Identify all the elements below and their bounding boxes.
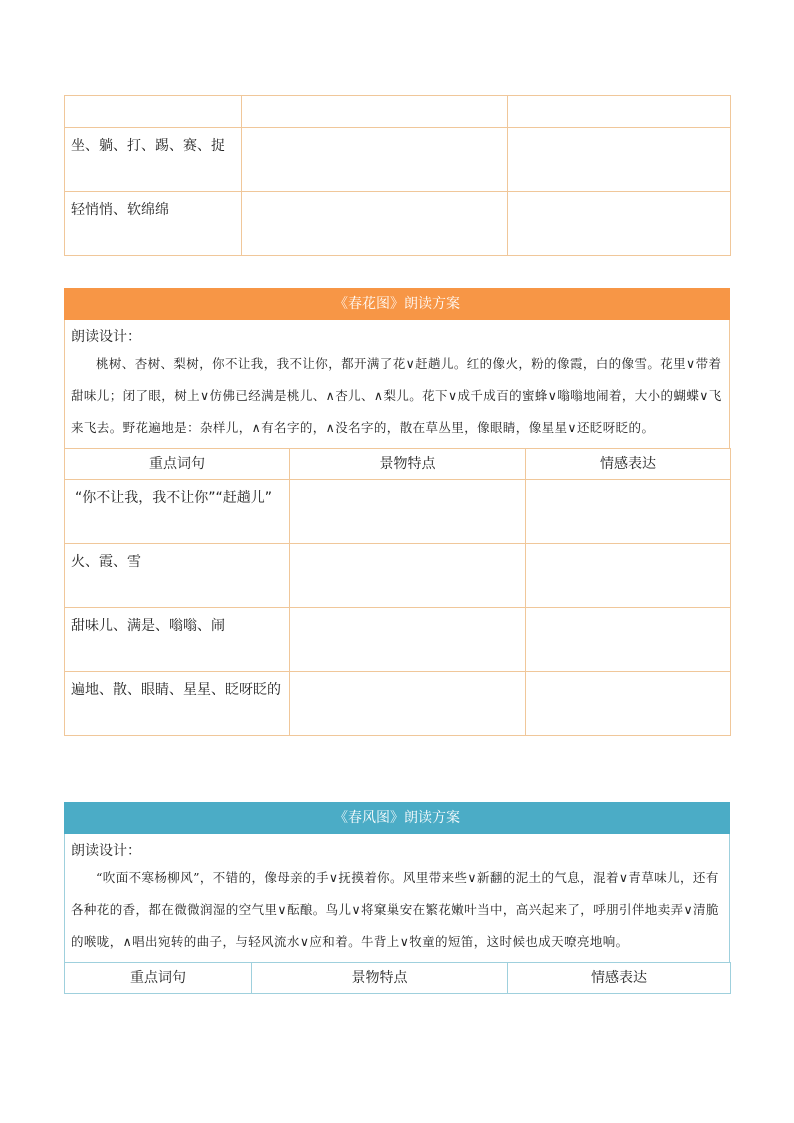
emotion-cell — [508, 96, 731, 128]
emotion-cell — [526, 480, 731, 544]
feature-cell — [290, 544, 526, 608]
table-row — [65, 608, 731, 672]
top-table — [64, 95, 731, 256]
emotion-cell — [526, 544, 731, 608]
emotion-cell — [508, 128, 731, 192]
word-cell: 轻悄悄、软绵绵 — [65, 192, 242, 256]
feature-cell — [242, 192, 508, 256]
analysis-table — [64, 962, 731, 994]
table-header-row — [65, 449, 731, 480]
table-row — [65, 480, 731, 544]
table-row — [65, 128, 731, 192]
section-title-banner: 《春花图》朗读方案 — [64, 288, 730, 320]
section-spring-wind — [64, 802, 730, 994]
word-cell: 遍地、散、眼睛、星星、眨呀眨的 — [65, 672, 290, 736]
table-row — [65, 96, 731, 128]
word-cell: 甜味儿、满是、嗡嗡、闹 — [65, 608, 290, 672]
top-table-block — [64, 95, 730, 256]
design-label: 朗读设计： — [71, 329, 141, 345]
feature-cell — [290, 480, 526, 544]
header-emotion: 情感表达 — [526, 449, 731, 480]
table-row — [65, 672, 731, 736]
emotion-cell — [508, 192, 731, 256]
header-scene-feature: 景物特点 — [252, 963, 508, 994]
header-scene-feature: 景物特点 — [290, 449, 526, 480]
emotion-cell — [526, 608, 731, 672]
header-emotion: 情感表达 — [508, 963, 731, 994]
table-header-row — [65, 963, 731, 994]
reading-paragraph: 桃树、杏树、梨树，你不让我，我不让你，都开满了花∨赶趟儿。红的像火，粉的像霞，白的像雪。花里∨带着甜味儿；闭了眼，树上∨仿佛已经满是桃儿、∧杏儿、∧梨儿。花下∨成千成百的蜜蜂∨嗡嗡地闹着，大小的蝴蝶∨飞来飞去。野花遍地是：杂样儿，∧有名字的，∧没名字的，散在草丛里，像眼睛，像星星∨还眨呀眨的。 — [71, 356, 722, 435]
word-cell: 火、霞、雪 — [65, 544, 290, 608]
word-cell — [65, 96, 242, 128]
word-cell: 坐、躺、打、踢、赛、捉 — [65, 128, 242, 192]
word-cell: “你不让我，我不让你”“赶趟儿” — [65, 480, 290, 544]
header-key-words: 重点词句 — [65, 963, 252, 994]
design-label: 朗读设计： — [71, 843, 141, 859]
reading-design-box — [64, 320, 730, 448]
section-spring-flowers — [64, 288, 730, 736]
reading-design-box — [64, 834, 730, 962]
feature-cell — [290, 608, 526, 672]
reading-paragraph: “吹面不寒杨柳风”，不错的，像母亲的手∨抚摸着你。风里带来些∨新翻的泥土的气息，混着∨青草味儿，还有各种花的香，都在微微润湿的空气里∨酝酿。鸟儿∨将窠巢安在繁花嫩叶当中，高兴起来了，呼朋引伴地卖弄∨清脆的喉咙，∧唱出宛转的曲子，与轻风流水∨应和着。牛背上∨牧童的短笛，这时候也成天嘹亮地响。 — [71, 870, 719, 949]
header-key-words: 重点词句 — [65, 449, 290, 480]
feature-cell — [242, 128, 508, 192]
table-row — [65, 544, 731, 608]
feature-cell — [290, 672, 526, 736]
emotion-cell — [526, 672, 731, 736]
feature-cell — [242, 96, 508, 128]
analysis-table — [64, 448, 731, 736]
table-row — [65, 192, 731, 256]
section-title-banner: 《春风图》朗读方案 — [64, 802, 730, 834]
